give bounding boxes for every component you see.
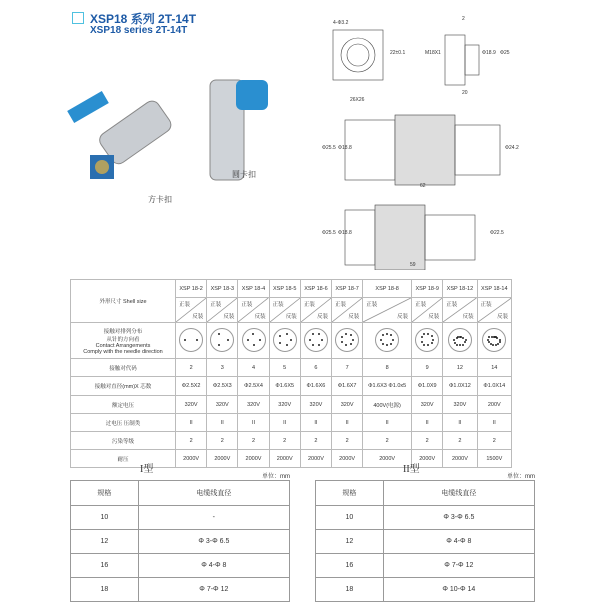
title-marker <box>72 12 84 24</box>
volt-cell: 320V <box>176 396 207 414</box>
row-label-poll: 污染等级 <box>71 432 176 450</box>
front-label: 正装 <box>303 302 315 308</box>
poll-cell: 2 <box>207 432 238 450</box>
reverse-label: 反装 <box>254 314 266 320</box>
pin-layout-icon <box>482 328 506 352</box>
dia-cell: Φ1.0X9 <box>412 377 443 396</box>
dia-cell: Φ2.5X2 <box>176 377 207 396</box>
poll-cell: 2 <box>176 432 207 450</box>
dim-sock-len: 59 <box>410 262 416 268</box>
poll-cell: 2 <box>477 432 511 450</box>
connector-photos <box>60 60 280 210</box>
poll-cell: 2 <box>332 432 363 450</box>
dim-2: 2 <box>462 16 465 22</box>
pin-layout-icon <box>273 328 297 352</box>
reverse-label: 反装 <box>285 314 297 320</box>
model-header: XSP 18-4 <box>238 280 269 298</box>
over-cell: II <box>443 414 477 432</box>
reverse-label: 反装 <box>317 314 329 320</box>
row-label-over: 过电压 压制类 <box>71 414 176 432</box>
with-cell: 2000V <box>412 450 443 468</box>
with-cell: 2000V <box>363 450 412 468</box>
volt-cell: 320V <box>443 396 477 414</box>
poll-cell: 2 <box>412 432 443 450</box>
front-label: 正装 <box>480 302 492 308</box>
with-cell: 2000V <box>332 450 363 468</box>
front-label: 正装 <box>179 302 191 308</box>
table-row <box>71 506 290 530</box>
label-square-flange: 方卡扣 <box>148 195 172 204</box>
table-row <box>316 578 535 602</box>
pin-layout-icon <box>179 328 203 352</box>
model-header: XSP 18-14 <box>477 280 511 298</box>
contact-arrangement-cell <box>207 323 238 359</box>
with-cell: 2000V <box>176 450 207 468</box>
over-cell: II <box>300 414 331 432</box>
reverse-label: 反装 <box>496 314 508 320</box>
type1-cable-table <box>70 480 290 602</box>
front-label: 正装 <box>366 302 378 308</box>
poll-cell: 2 <box>443 432 477 450</box>
dim-holes: 4-Φ3.2 <box>333 20 349 26</box>
front-label: 正装 <box>272 302 284 308</box>
contact-arrangement-cell <box>332 323 363 359</box>
orientation-cell <box>412 298 443 323</box>
spec-cell: 18 <box>71 578 139 602</box>
page-title: XSP18 系列 2T-14T <box>90 12 197 26</box>
header-cable-diameter: 电缆线直径 <box>383 481 534 506</box>
pin-layout-icon <box>304 328 328 352</box>
dim-sock-d2: Φ18.8 <box>338 230 352 236</box>
over-cell: II <box>269 414 300 432</box>
orientation-cell <box>176 298 207 323</box>
diameter-cell: Φ 3-Φ 6.5 <box>138 530 289 554</box>
diameter-cell: Φ 4-Φ 8 <box>138 554 289 578</box>
dim-d2: Φ25 <box>500 50 510 56</box>
table-row <box>71 554 290 578</box>
spec-cell: 16 <box>71 554 139 578</box>
arrangement-label-line: Contact Arrangements <box>95 342 151 349</box>
reverse-label: 反装 <box>192 314 204 320</box>
over-cell: II <box>363 414 412 432</box>
dim-d1: Φ18.9 <box>482 50 496 56</box>
label-round-flange: 圆卡扣 <box>232 170 256 179</box>
pin-layout-icon <box>210 328 234 352</box>
orientation-cell <box>207 298 238 323</box>
dim-sock-d3: Φ22.5 <box>490 230 504 236</box>
volt-cell: 320V <box>238 396 269 414</box>
code-cell: 14 <box>477 359 511 377</box>
contact-arrangement-cell <box>269 323 300 359</box>
code-cell: 4 <box>238 359 269 377</box>
dia-cell: Φ1.6X3 Φ1.0x5 <box>363 377 412 396</box>
reverse-label: 反装 <box>428 314 440 320</box>
contact-arrangement-cell <box>412 323 443 359</box>
pin-layout-icon <box>242 328 266 352</box>
arrangement-label-line: 从针的方向看 <box>106 336 140 343</box>
code-cell: 12 <box>443 359 477 377</box>
spec-cell: 12 <box>316 530 384 554</box>
dia-cell: Φ1.6X6 <box>300 377 331 396</box>
contact-arrangement-cell <box>176 323 207 359</box>
dim-pitch: 22±0.1 <box>390 50 406 56</box>
orientation-cell <box>269 298 300 323</box>
dia-cell: Φ1.0X12 <box>443 377 477 396</box>
over-cell: II <box>238 414 269 432</box>
table-row <box>71 530 290 554</box>
diameter-cell: Φ 7-Φ 12 <box>138 578 289 602</box>
with-cell: 2000V <box>207 450 238 468</box>
poll-cell: 2 <box>363 432 412 450</box>
front-label: 正装 <box>241 302 253 308</box>
contact-arrangement-cell <box>238 323 269 359</box>
orientation-cell <box>477 298 511 323</box>
code-cell: 8 <box>363 359 412 377</box>
table-row <box>316 530 535 554</box>
code-cell: 9 <box>412 359 443 377</box>
row-label-dia: 接触对直径(mm)X 芯数 <box>71 377 176 396</box>
arrangement-label-line: Comply with the needle direction <box>83 348 163 355</box>
row-label-arrangement <box>71 323 176 359</box>
with-cell: 2000V <box>238 450 269 468</box>
row-label-volt: 额定电压 <box>71 396 176 414</box>
reverse-label: 反装 <box>397 314 409 320</box>
dia-cell: Φ2.5X3 <box>207 377 238 396</box>
code-cell: 3 <box>207 359 238 377</box>
arrangement-label-line: 接触对排列分布 <box>103 328 143 335</box>
dim-20: 20 <box>462 90 468 96</box>
poll-cell: 2 <box>238 432 269 450</box>
dim-thread: M18X1 <box>425 50 441 56</box>
with-cell: 1500V <box>477 450 511 468</box>
model-header: XSP 18-9 <box>412 280 443 298</box>
volt-cell: 400V(电源) <box>363 396 412 414</box>
reverse-label: 反装 <box>223 314 235 320</box>
over-cell: II <box>332 414 363 432</box>
contact-arrangement-cell <box>300 323 331 359</box>
code-cell: 7 <box>332 359 363 377</box>
spec-cell: 10 <box>316 506 384 530</box>
front-label: 正装 <box>335 302 347 308</box>
volt-cell: 320V <box>207 396 238 414</box>
dim-flange: 26X26 <box>350 97 365 103</box>
poll-cell: 2 <box>269 432 300 450</box>
type1-title: I型 <box>140 464 154 475</box>
table-row <box>316 554 535 578</box>
diameter-cell: Φ 3-Φ 6.5 <box>383 506 534 530</box>
model-header: XSP 18-12 <box>443 280 477 298</box>
poll-cell: 2 <box>300 432 331 450</box>
front-label: 正装 <box>446 302 458 308</box>
dim-plug-d2: Φ18.8 <box>338 145 352 151</box>
front-label: 正装 <box>210 302 222 308</box>
orientation-cell <box>443 298 477 323</box>
row-label-code: 接触对代码 <box>71 359 176 377</box>
type2-unit: 单位：mm <box>507 474 535 480</box>
spec-cell: 16 <box>316 554 384 578</box>
dia-cell: Φ1.6X5 <box>269 377 300 396</box>
over-cell: II <box>207 414 238 432</box>
orientation-cell <box>300 298 331 323</box>
model-header: XSP 18-8 <box>363 280 412 298</box>
volt-cell: 320V <box>332 396 363 414</box>
contact-arrangement-cell <box>443 323 477 359</box>
pin-layout-icon <box>448 328 472 352</box>
reverse-label: 反装 <box>462 314 474 320</box>
type1-unit: 单位：mm <box>262 474 290 480</box>
code-cell: 6 <box>300 359 331 377</box>
orientation-cell <box>238 298 269 323</box>
header-spec: 规格 <box>316 481 384 506</box>
diameter-cell: - <box>138 506 289 530</box>
volt-cell: 320V <box>412 396 443 414</box>
dia-cell: Φ1.6X7 <box>332 377 363 396</box>
table-row <box>71 578 290 602</box>
reverse-label: 反装 <box>348 314 360 320</box>
spec-table <box>70 279 512 468</box>
model-header: XSP 18-6 <box>300 280 331 298</box>
pin-layout-icon <box>415 328 439 352</box>
diameter-cell: Φ 10-Φ 14 <box>383 578 534 602</box>
contact-arrangement-cell <box>363 323 412 359</box>
dim-plug-d3: Φ24.2 <box>505 145 519 151</box>
diameter-cell: Φ 7-Φ 12 <box>383 554 534 578</box>
dia-cell: Φ2.5X4 <box>238 377 269 396</box>
header-cable-diameter: 电缆线直径 <box>138 481 289 506</box>
spec-cell: 12 <box>71 530 139 554</box>
type2-title: II型 <box>403 464 420 475</box>
header-spec: 规格 <box>71 481 139 506</box>
orientation-cell <box>332 298 363 323</box>
dim-plug-len: 62 <box>420 183 426 189</box>
with-cell: 2000V <box>269 450 300 468</box>
spec-cell: 18 <box>316 578 384 602</box>
orientation-cell <box>363 298 412 323</box>
volt-cell: 200V <box>477 396 511 414</box>
volt-cell: 320V <box>300 396 331 414</box>
model-header: XSP 18-5 <box>269 280 300 298</box>
contact-arrangement-cell <box>477 323 511 359</box>
page-subtitle: XSP18 series 2T-14T <box>90 25 188 36</box>
dia-cell: Φ1.0X14 <box>477 377 511 396</box>
diameter-cell: Φ 4-Φ 8 <box>383 530 534 554</box>
dim-sock-d1: Φ25.5 <box>322 230 336 236</box>
code-cell: 2 <box>176 359 207 377</box>
over-cell: II <box>176 414 207 432</box>
dim-plug-d1: Φ25.5 <box>322 145 336 151</box>
spec-cell: 10 <box>71 506 139 530</box>
model-header: XSP 18-3 <box>207 280 238 298</box>
row-label-with: 耐压 <box>71 450 176 468</box>
front-label: 正装 <box>415 302 427 308</box>
pin-layout-icon <box>335 328 359 352</box>
over-cell: II <box>412 414 443 432</box>
type2-cable-table <box>315 480 535 602</box>
model-header: XSP 18-7 <box>332 280 363 298</box>
over-cell: II <box>477 414 511 432</box>
table-row <box>316 506 535 530</box>
code-cell: 5 <box>269 359 300 377</box>
volt-cell: 320V <box>269 396 300 414</box>
row-label-shell: 外形尺寸 Shell size <box>71 280 176 323</box>
model-header: XSP 18-2 <box>176 280 207 298</box>
pin-layout-icon <box>375 328 399 352</box>
with-cell: 2000V <box>443 450 477 468</box>
with-cell: 2000V <box>300 450 331 468</box>
